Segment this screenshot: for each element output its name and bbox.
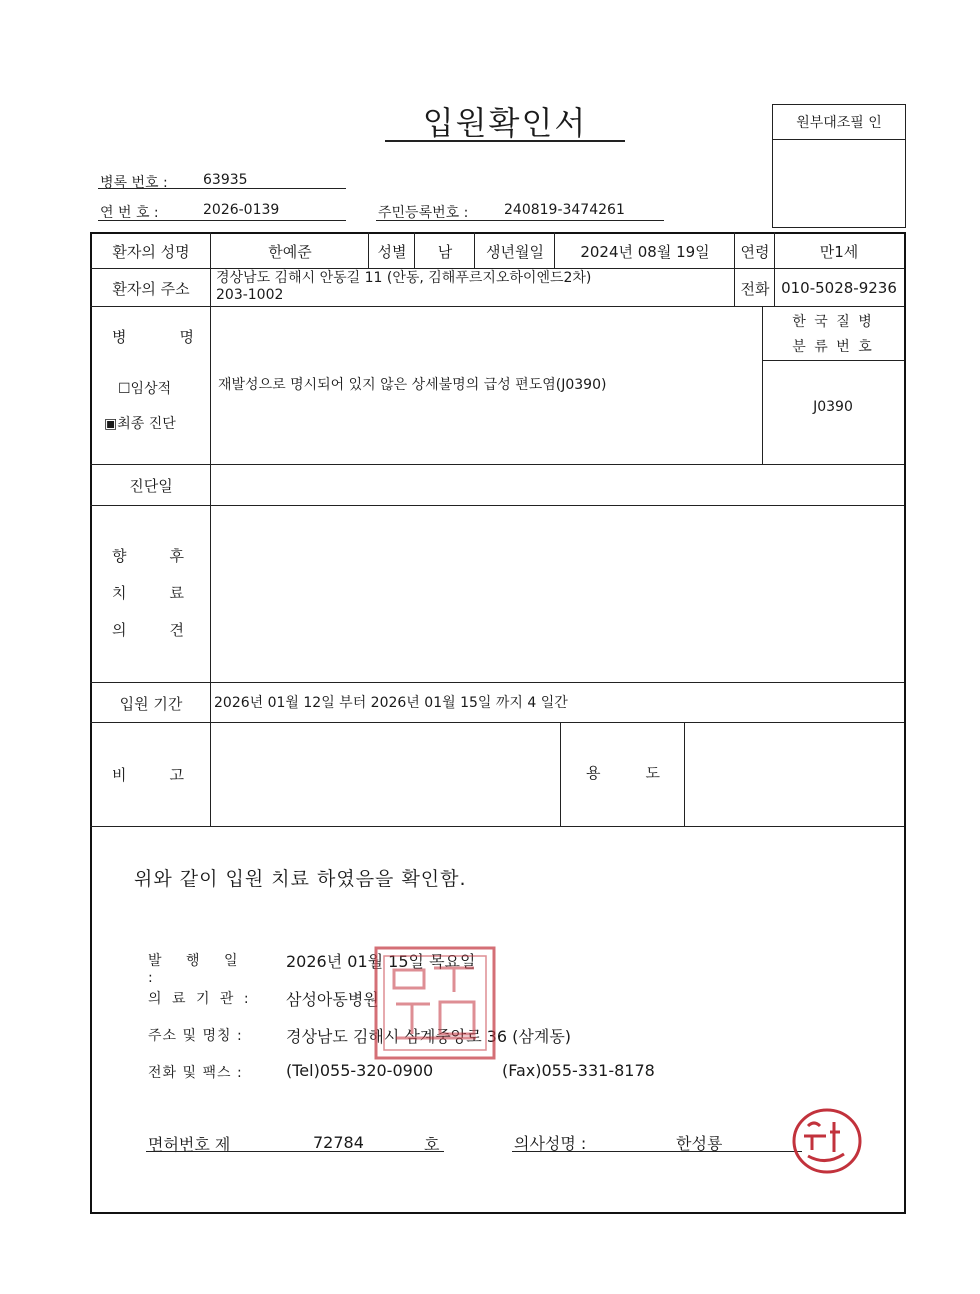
age-value: 만1세 xyxy=(819,242,859,261)
doctor-name-underline xyxy=(512,1151,802,1152)
purpose-label xyxy=(586,762,660,783)
birth-label: 생년월일 xyxy=(486,242,544,261)
admission-period: 2026년 01월 12일 부터 2026년 01월 15일 까지 4 일간 xyxy=(214,695,568,711)
institution-label: 의 료 기 관 : xyxy=(148,991,252,1007)
patient-name-label: 환자의 성명 xyxy=(112,242,190,261)
doctor-seal xyxy=(790,1106,864,1176)
institution-name: 삼성아동병원 xyxy=(286,990,379,1009)
tel-number: (Tel)055-320-0900 xyxy=(286,1061,434,1080)
birth-value: 2024년 08월 19일 xyxy=(580,242,710,261)
resident-no-label: 주민등록번호 : xyxy=(378,205,469,221)
opinion-label-row3 xyxy=(112,619,184,640)
diagnosis-label-b: 명 xyxy=(179,328,194,346)
kcd-label-line1: 한 국 질 병 xyxy=(792,314,874,330)
record-no: 63935 xyxy=(203,172,248,188)
purpose-label-char: 용 xyxy=(586,764,601,782)
age-label: 연령 xyxy=(740,242,770,261)
opinion-label-char: 의 xyxy=(112,621,127,639)
address-line-2: 203-1002 xyxy=(216,287,284,303)
resident-no: 240819-3474261 xyxy=(504,202,625,218)
diagnosis-text: 재발성으로 명시되어 있지 않은 상세불명의 급성 편도염(J0390) xyxy=(218,377,607,393)
license-underline xyxy=(146,1151,444,1152)
opinion-label-row1 xyxy=(112,545,184,566)
license-suffix: 호 xyxy=(424,1135,440,1154)
resident-no-underline xyxy=(376,220,664,221)
opinion-label-char: 료 xyxy=(169,584,184,602)
diagnosis-label-a: 병 xyxy=(112,328,127,346)
purpose-label-char: 도 xyxy=(645,764,660,782)
remarks-label-char: 비 xyxy=(112,766,127,784)
institution-address-label: 주소 및 명칭 : xyxy=(148,1028,243,1044)
kcd-code: J0390 xyxy=(813,399,853,415)
approval-box xyxy=(772,104,906,228)
institution-address: 경상남도 김해시 삼계중앙로 36 (삼계동) xyxy=(286,1027,572,1046)
phone-label: 전화 xyxy=(740,279,770,298)
opinion-label-char: 치 xyxy=(112,584,127,602)
sex-value: 남 xyxy=(437,242,453,261)
opinion-label-char: 향 xyxy=(112,547,127,565)
confirmation-statement: 위와 같이 입원 치료 하였음을 확인함. xyxy=(134,868,467,890)
hospital-seal-graphic xyxy=(372,944,498,1062)
serial-no: 2026-0139 xyxy=(203,202,280,218)
diagnosis-date xyxy=(216,466,896,505)
issue-date-label xyxy=(148,950,260,986)
address-line-1: 경상남도 김해시 안동길 11 (안동, 김해푸르지오하이엔드2차) xyxy=(216,270,592,286)
opinion-label-row2 xyxy=(112,582,184,603)
clinical-checkbox-label: ☐임상적 xyxy=(118,381,172,397)
hospital-seal xyxy=(372,944,498,1062)
serial-no-underline xyxy=(98,220,346,221)
doctor-name-label: 의사성명 : xyxy=(514,1134,587,1153)
diagnosis-label xyxy=(112,326,194,347)
license-number: 72784 xyxy=(313,1133,364,1152)
issue-date: 2026년 01월 15일 목요일 xyxy=(286,952,476,971)
diagnosis-date-label: 진단일 xyxy=(129,477,173,495)
doctor-seal-graphic xyxy=(790,1106,864,1176)
opinion-label-char: 견 xyxy=(169,621,184,639)
patient-name: 한예준 xyxy=(268,242,312,261)
remarks-label xyxy=(112,764,184,785)
kcd-label-line2: 분 류 번 호 xyxy=(792,339,874,355)
license-prefix: 면허번호 제 xyxy=(148,1135,231,1154)
phone-value: 010-5028-9236 xyxy=(781,279,897,297)
record-no-underline xyxy=(98,188,346,189)
remarks-label-char: 고 xyxy=(169,766,184,784)
final-diagnosis-checkbox-label: ▣최종 진단 xyxy=(104,416,176,432)
serial-no-label: 연 번 호 : xyxy=(100,205,159,221)
approval-box-label: 원부대조필 인 xyxy=(773,105,905,140)
admission-period-label: 입원 기간 xyxy=(119,694,183,713)
record-no-label: 병록 번호 : xyxy=(100,175,168,191)
address-label: 환자의 주소 xyxy=(112,279,190,298)
document-title: 입원확인서 xyxy=(422,104,588,142)
doctor-name: 한성룡 xyxy=(676,1134,723,1153)
issue-date-label-text: 발 행 일 : xyxy=(148,953,248,986)
opinion-label-char: 후 xyxy=(169,547,184,565)
patient-address xyxy=(216,270,732,304)
sex-label: 성별 xyxy=(377,242,407,261)
fax-number: (Fax)055-331-8178 xyxy=(502,1061,655,1080)
contact-label: 전화 및 팩스 : xyxy=(148,1065,243,1081)
